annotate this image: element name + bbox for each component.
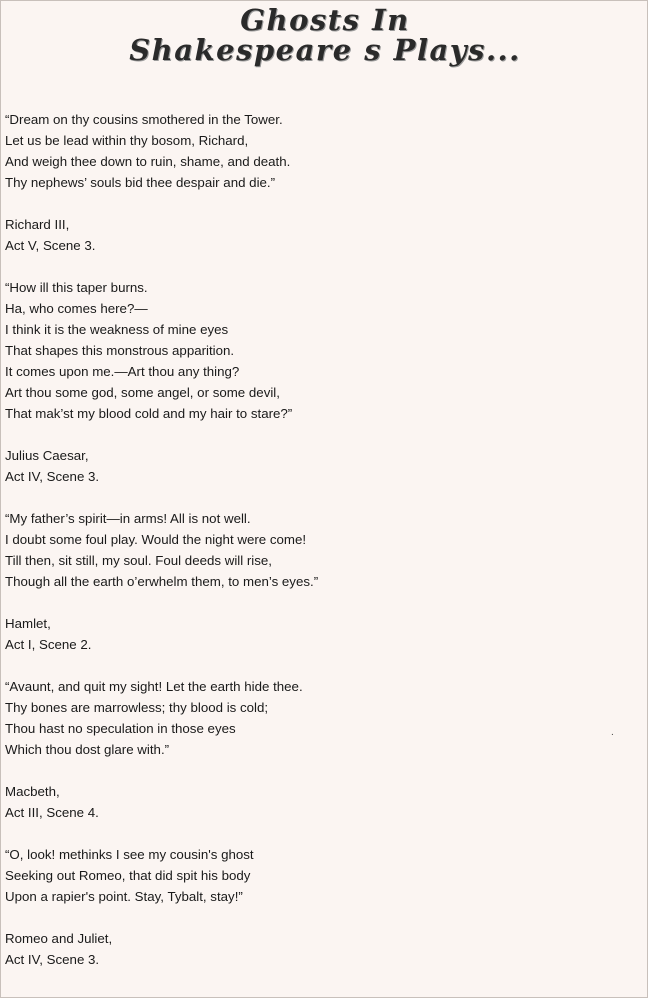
spacer	[5, 760, 625, 781]
quote-block-macbeth	[5, 676, 625, 844]
quote-line: And weigh thee down to ruin, shame, and death.	[5, 154, 291, 169]
quote-line: “How ill this taper burns.	[5, 280, 148, 295]
scene-ref: Act IV, Scene 3.	[5, 952, 100, 967]
quote-line: “My father’s spirit—in arms! All is not well.	[5, 511, 251, 526]
spacer	[5, 424, 625, 445]
quote-line: Art thou some god, some angel, or some devil,	[5, 385, 280, 400]
title-line-2: Shakespeare s Plays...	[129, 33, 521, 67]
quote-line: Seeking out Romeo, that did spit his body	[5, 868, 251, 883]
quote-block-romeo-and-juliet	[5, 844, 625, 970]
play-name: Julius Caesar,	[5, 448, 89, 463]
play-name: Hamlet,	[5, 616, 51, 631]
quote-line: Though all the earth o’erwhelm them, to men’s eyes.”	[5, 574, 319, 589]
quote-line: Ha, who comes here?—	[5, 301, 148, 316]
play-name: Richard III,	[5, 217, 70, 232]
quote-line: “Avaunt, and quit my sight! Let the earth hide thee.	[5, 679, 303, 694]
quote-line: Let us be lead within thy bosom, Richard,	[5, 133, 249, 148]
quote-line: Which thou dost glare with.”	[5, 742, 170, 757]
quote-line: Thou hast no speculation in those eyes	[5, 721, 236, 736]
quote-line: That shapes this monstrous apparition.	[5, 343, 235, 358]
scene-ref: Act I, Scene 2.	[5, 637, 92, 652]
spacer	[5, 487, 625, 508]
quote-line: I doubt some foul play. Would the night were come!	[5, 532, 307, 547]
page-title	[1, 5, 649, 65]
scene-ref: Act IV, Scene 3.	[5, 469, 100, 484]
quote-block-julius-caesar	[5, 277, 625, 508]
quote-line: I think it is the weakness of mine eyes	[5, 322, 229, 337]
quote-line: Till then, sit still, my soul. Foul deeds will rise,	[5, 553, 273, 568]
quotes-body	[5, 109, 625, 970]
stray-mark: .	[611, 727, 614, 738]
quote-line: Thy nephews’ souls bid thee despair and die.”	[5, 175, 276, 190]
quote-line: Thy bones are marrowless; thy blood is cold;	[5, 700, 269, 715]
spacer	[5, 592, 625, 613]
spacer	[5, 823, 625, 844]
spacer	[5, 907, 625, 928]
play-name: Romeo and Juliet,	[5, 931, 113, 946]
spacer	[5, 655, 625, 676]
spacer	[5, 256, 625, 277]
title-line-1: Ghosts In	[240, 3, 410, 37]
quote-line: “Dream on thy cousins smothered in the Tower.	[5, 112, 283, 127]
spacer	[5, 193, 625, 214]
quote-block-richard-iii	[5, 109, 625, 277]
quote-block-hamlet	[5, 508, 625, 676]
quote-line: That mak’st my blood cold and my hair to stare?”	[5, 406, 293, 421]
scene-ref: Act III, Scene 4.	[5, 805, 99, 820]
play-name: Macbeth,	[5, 784, 60, 799]
quote-line: It comes upon me.—Art thou any thing?	[5, 364, 240, 379]
quote-line: Upon a rapier's point. Stay, Tybalt, stay!”	[5, 889, 243, 904]
scene-ref: Act V, Scene 3.	[5, 238, 96, 253]
quote-line: “O, look! methinks I see my cousin's ghost	[5, 847, 254, 862]
